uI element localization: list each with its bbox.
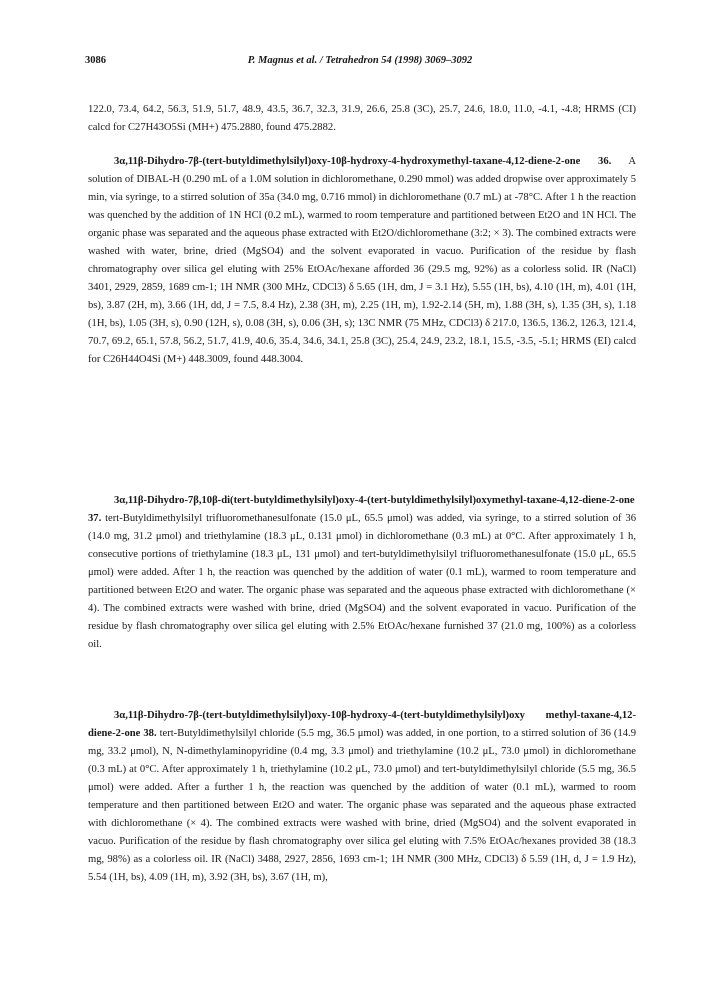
- paragraph-heading: 3α,11β-Dihydro-7β-(tert-butyldimethylsilyl)oxy-10β-hydroxy-4-hydroxymethyl-taxane-4,12-diene-2-one 36.: [114, 156, 612, 167]
- paragraph-text: tert-Butyldimethylsilyl trifluoromethanesulfonate (15.0 μL, 65.5 μmol) was added, via syringe, to a stirred solution of 36 (14.0 mg, 31.2 μmol) and triethylamine (18.3 μL, 0.131 μmol) in dichloromethane (0.3 mL) at 0°C. After approximately 1 h, consecutive portions of triethylamine (18.3 μL, 131 μmol) and tert-butyldimethylsilyl trifluoromethanesulfonate (15.0 μL, 65.5 μmol) were added. After 1 h, the reaction was quenched by the addition of water (0.1 mL), warmed to room temperature and partitioned between Et2O and water. The organic phase was separated and the aqueous phase extracted with dichloromethane (× 4). The combined extracts were washed with brine, dried (MgSO4) and the solvent evaporated in vacuo. Purification of the residue by flash chromatography over silica gel eluting with 2.5% EtOAc/hexane furnished 37 (21.0 mg, 100%) as a colorless oil.: [88, 513, 636, 650]
- journal-reference: P. Magnus et al. / Tetrahedron 54 (1998) 3069–3092: [247, 55, 473, 66]
- paragraph-text: tert-Butyldimethylsilyl chloride (5.5 mg, 36.5 μmol) was added, in one portion, to a stirred solution of 36 (14.9 mg, 33.2 μmol), N, N-dimethylaminopyridine (0.4 mg, 3.3 μmol) and triethylamine (10.2 μL, 73.0 μmol) in dichloromethane (0.3 mL) at 0°C. After approximately 1 h, triethylamine (10.2 μL, 73.0 μmol) and tert-butyldimethylsilyl chloride (5.5 mg, 36.5 μmol) were added. After a further 1 h, the reaction was quenched by the addition of water (0.1 mL), warmed to room temperature and then partitioned between Et2O and water. The organic phase was separated and the aqueous phase extracted with dichloromethane (× 4). The combined extracts were washed with brine, dried (MgSO4) and the solvent evaporated in vacuo. Purification of the residue by flash chromatography over silica gel eluting with 7.5% EtOAc/hexanes provided 38 (18.3 mg, 98%) as a colorless oil. IR (NaCl) 3488, 2927, 2856, 1693 cm-1; 1H NMR (300 MHz, CDCl3) δ 5.59 (1H, d, J = 1.9 Hz), 5.54 (1H, bs), 4.09 (1H, m), 3.92 (3H, bs), 3.67 (1H, m),: [88, 728, 636, 883]
- paragraph-compound-36: [88, 153, 636, 369]
- paragraph-compound-38: [88, 707, 636, 887]
- running-header: [85, 55, 635, 71]
- paragraph-compound-37: [88, 492, 636, 654]
- paragraph-text: 122.0, 73.4, 64.2, 56.3, 51.9, 51.7, 48.9, 43.5, 36.7, 32.3, 31.9, 26.6, 25.8 (3C), 25.7, 24.6, 18.0, 11.0, -4.1, -4.8; HRMS (CI) calcd for C27H43O5Si (MH+) 475.2880, found 475.2882.: [88, 104, 636, 133]
- paragraph-text: A solution of DIBAL-H (0.290 mL of a 1.0M solution in dichloromethane, 0.290 mmol) was added dropwise over approximately 5 min, via syringe, to a stirred solution of 35a (34.0 mg, 0.716 mmol) in dichloromethane (0.7 mL) at -78°C. After 1 h the reaction was quenched by the addition of 1N HCl (0.2 mL), warmed to room temperature and partitioned between Et2O and 1N HCl. The organic phase was separated and the aqueous phase extracted with Et2O/dichloromethane (3:2; × 3). The combined extracts were washed with water, brine, dried (MgSO4) and the solvent evaporated in vacuo. Purification of the residue by flash chromatography over silica gel eluting with 25% EtOAc/hexane afforded 36 (29.5 mg, 92%) as a colorless solid. IR (NaCl) 3401, 2929, 2859, 1689 cm-1; 1H NMR (300 MHz, CDCl3) δ 5.65 (1H, dm, J = 3.1 Hz), 5.55 (1H, bs), 4.10 (1H, m), 4.01 (1H, bs), 3.87 (2H, m), 3.66 (1H, dd, J = 7.5, 8.4 Hz), 2.38 (3H, m), 2.25 (1H, m), 1.92-2.14 (5H, m), 1.88 (3H, s), 1.35 (3H, s), 1.18 (1H, bs), 1.05 (3H, s), 0.90 (12H, s), 0.08 (3H, s), 0.06 (3H, s); 13C NMR (75 MHz, CDCl3) δ 217.0, 136.5, 136.2, 126.3, 121.4, 70.7, 69.2, 65.1, 57.8, 56.2, 51.7, 41.9, 40.6, 35.4, 34.6, 34.1, 25.8 (3C), 25.4, 24.9, 23.2, 18.1, 15.5, -3.5, -5.1; HRMS (EI) calcd for C26H44O4Si (M+) 448.3009, found 448.3004.: [88, 156, 636, 365]
- paragraph-continuation: [88, 101, 636, 137]
- paragraph-heading: 3α,11β-Dihydro-7β-(tert-butyldimethylsilyl)oxy-10β-hydroxy-4-(tert-butyldimethylsilyl)oxy methyl-taxane-4,12-diene-2-one 38.: [88, 710, 636, 739]
- page-number: 3086: [85, 55, 106, 66]
- paragraph-heading: 3α,11β-Dihydro-7β,10β-di(tert-butyldimethylsilyl)oxy-4-(tert-butyldimethylsilyl)oxymethyl-taxane-4,12-diene-2-one 37.: [88, 495, 635, 524]
